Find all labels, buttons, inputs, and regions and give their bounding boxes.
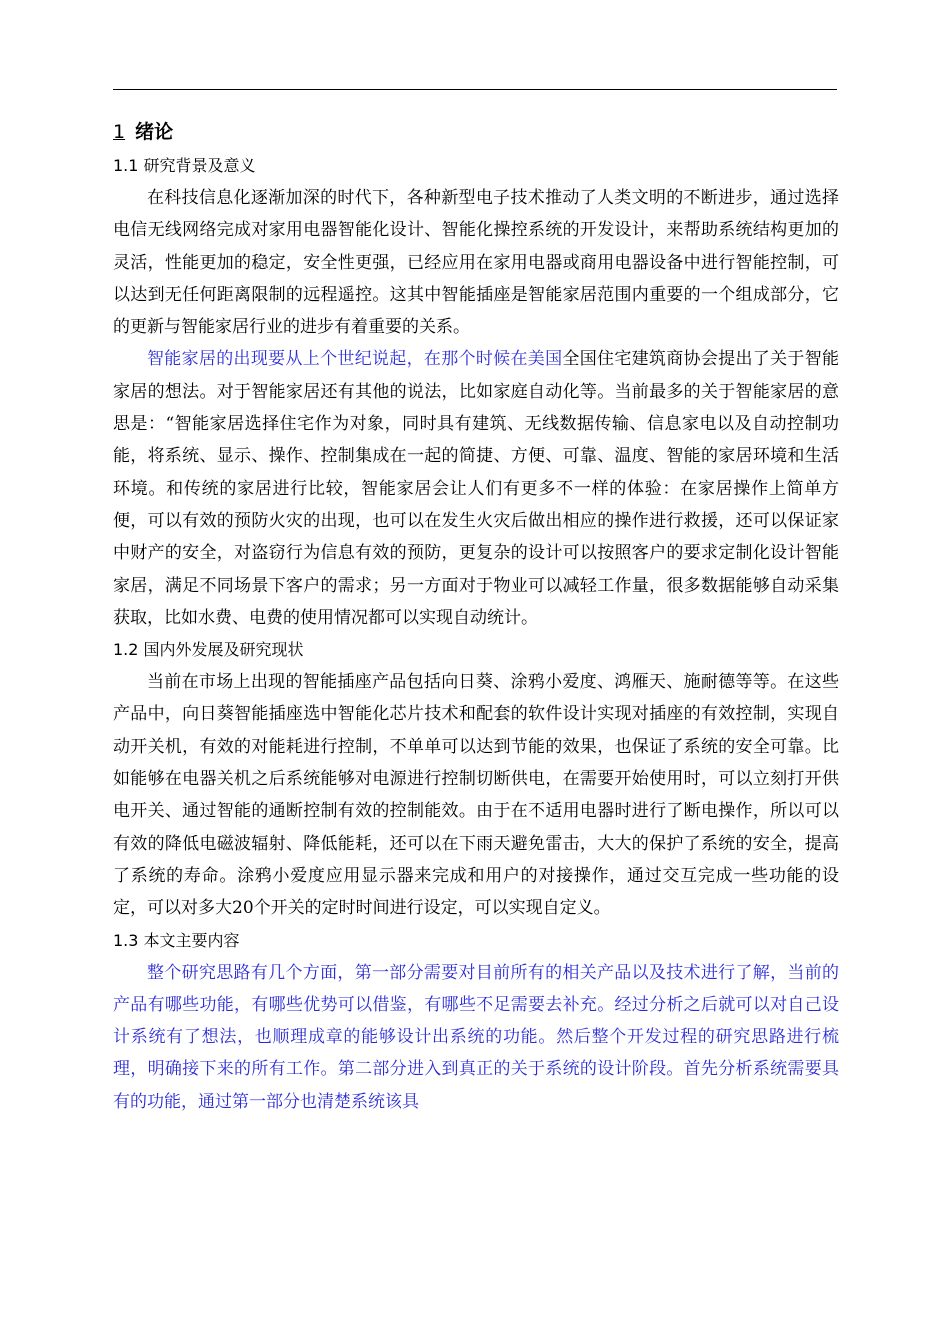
paragraph [113, 182, 839, 343]
paragraph-text: 当前在市场上出现的智能插座产品包括向日葵、涂鸦小爱度、鸿雁天、施耐德等等。在这些产品中，向日葵智能插座选中智能化芯片技术和配套的软件设计实现对插座的有效控制，实现自动开关机，有效的对能耗进行控制，不单单可以达到节能的效果，也保证了系统的安全可靠。比如能够在电器关机之后系统能够对电源进行控制切断供电，在需要开始使用时，可以立刻打开供电开关、通过智能的通断控制有效的控制能效。由于在不适用电器时进行了断电操作，所以可以有效的降低电磁波辐射、降低能耗，还可以在下雨天避免雷击，大大的保护了系统的安全，提高了系统的寿命。涂鸦小爱度应用显示器来完成和用户的对接操作，通过交互完成一些功能的设定，可以对多大20个开关的定时时间进行设定，可以实现自定义。 [113, 672, 839, 919]
paragraph [113, 957, 839, 1118]
header-rule [113, 89, 837, 90]
paragraph-text: 全国住宅建筑商协会提出了关于智能家居的想法。对于智能家居还有其他的说法，比如家庭自动化等。当前最多的关于智能家居的意思是：“智能家居选择住宅作为对象，同时具有建筑、无线数据传输、信息家电以及自动控制功能，将系统、显示、操作、控制集成在一起的简捷、方便、可靠、温度、智能的家居环境和生活环境。和传统的家居进行比较，智能家居会让人们有更多不一样的体验：在家居操作上简单方便，可以有效的预防火灾的出现，也可以在发生火灾后做出相应的操作进行救援，还可以保证家中财产的安全，对盗窃行为信息有效的预防，更复杂的设计可以按照客户的要求定制化设计智能家居，满足不同场景下客户的需求；另一方面对于物业可以减轻工作量，很多数据能够自动采集获取，比如水费、电费的使用情况都可以实现自动统计。 [113, 349, 840, 628]
section-heading: 1.1 研究背景及意义 [113, 156, 256, 175]
document-body [113, 114, 839, 1118]
paragraph [113, 666, 839, 924]
highlighted-text: 整个研究思路有几个方面，第一部分需要对目前所有的相关产品以及技术进行了解，当前的产品有哪些功能，有哪些优势可以借鉴，有哪些不足需要去补充。经过分析之后就可以对自己设计系统有了想法，也顺理成章的能够设计出系统的功能。然后整个开发过程的研究思路进行梳理，明确接下来的所有工作。第二部分进入到真正的关于系统的设计阶段。首先分析系统需要具有的功能，通过第一部分也清楚系统该具 [113, 962, 839, 1112]
chapter-number: 1 [113, 121, 126, 143]
section-heading: 1.2 国内外发展及研究现状 [113, 640, 304, 660]
paragraph-text: 在科技信息化逐渐加深的时代下，各种新型电子技术推动了人类文明的不断进步，通过选择电信无线网络完成对家用电器智能化设计、智能化操控系统的开发设计，来帮助系统结构更加的灵活，性能更加的稳定，安全性更强，已经应用在家用电器或商用电器设备中进行智能控制，可以达到无任何距离限制的远程遥控。这其中智能插座是智能家居范围内重要的一个组成部分，它的更新与智能家居行业的进步有着重要的关系。 [113, 188, 839, 338]
section-heading: 1.3 本文主要内容 [113, 930, 240, 950]
chapter-heading [113, 114, 839, 150]
chapter-title: 绪论 [135, 121, 174, 143]
paragraph [113, 343, 839, 634]
highlighted-text: 智能家居的出现要从上个世纪说起，在那个时候在美国 [147, 349, 563, 370]
